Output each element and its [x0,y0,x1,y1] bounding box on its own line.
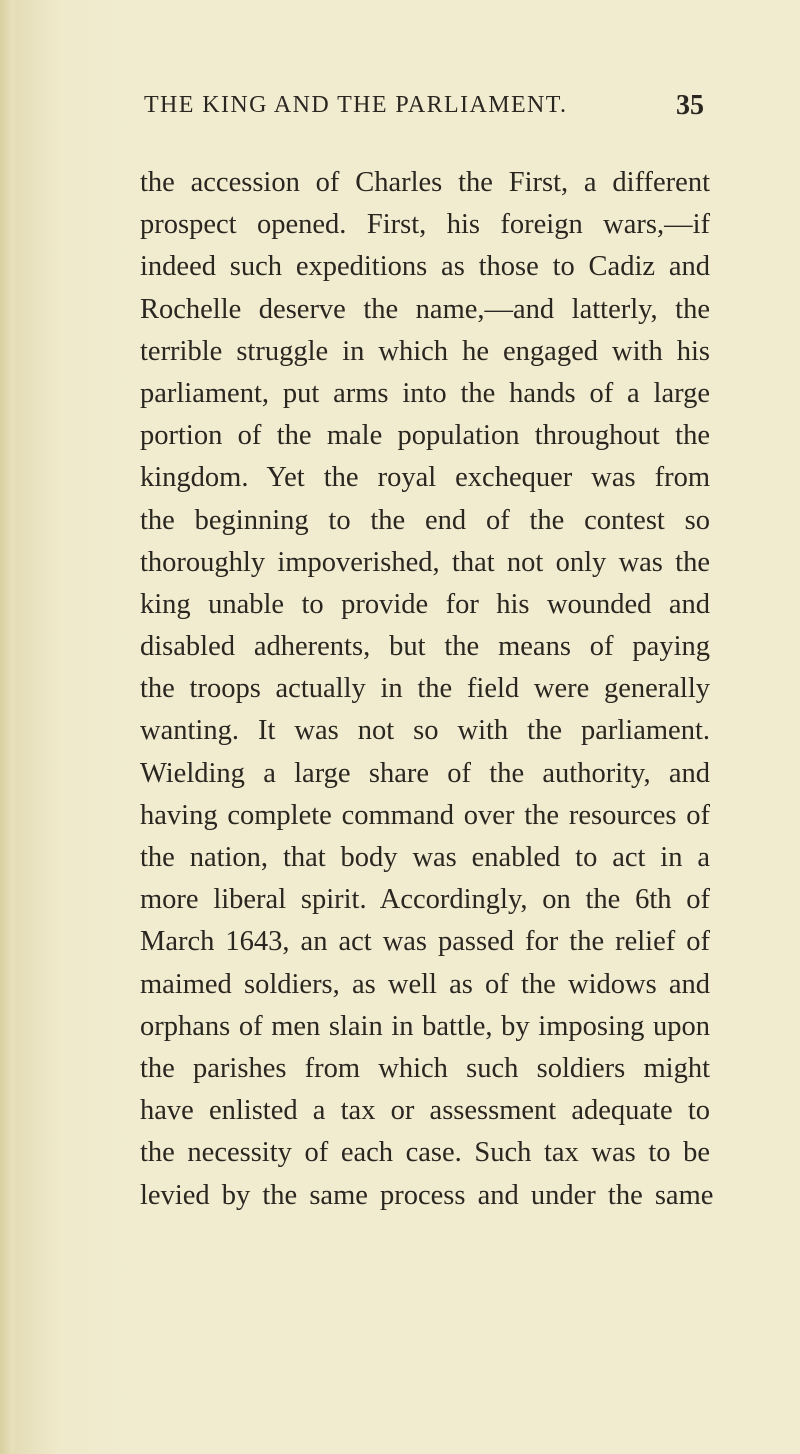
text-line: the parishes from which such soldiers might [140,1052,710,1084]
text-line: orphans of men slain in battle, by imposing upon [140,1010,710,1042]
text-line: the necessity of each case. Such tax was to be [140,1137,710,1169]
text-line: levied by the same process and under the same [140,1179,714,1211]
text-line: disabled adherents, but the means of paying [140,631,710,663]
running-head: THE KING AND THE PARLIAMENT. [144,92,568,118]
text-line: the troops actually in the field were generally [140,673,710,705]
text-line: the nation, that body was enabled to act in a [140,842,710,873]
text-line: maimed soldiers, as well as of the widows and [140,968,710,1000]
page-gutter [0,0,14,1454]
text-line: parliament, put arms into the hands of a large [140,377,710,409]
text-line: prospect opened. First, his foreign wars,—if [140,209,710,241]
body-text [140,162,714,1217]
text-line: the beginning to the end of the contest so [140,504,710,536]
text-line: portion of the male population throughout the [140,420,710,452]
text-line: king unable to provide for his wounded and [140,588,710,620]
text-line: thoroughly impoverished, that not only was the [140,546,710,578]
text-line: Wielding a large share of the authority, and [140,757,710,789]
text-line: wanting. It was not so with the parliament. [140,715,710,747]
text-line: have enlisted a tax or assessment adequate to [140,1095,710,1127]
text-line: Rochelle deserve the name,—and latterly, the [140,293,710,325]
text-line: terrible struggle in which he engaged with his [140,335,710,367]
text-line: March 1643, an act was passed for the relief of [140,926,710,958]
text-line: more liberal spirit. Accordingly, on the 6th of [140,884,710,916]
text-line: indeed such expeditions as those to Cadiz and [140,251,710,283]
text-line: having complete command over the resources of [140,799,710,831]
text-line: kingdom. Yet the royal exchequer was from [140,462,710,494]
page-number: 35 [676,90,704,121]
text-line: the accession of Charles the First, a different [140,167,710,198]
page-header [144,92,704,132]
